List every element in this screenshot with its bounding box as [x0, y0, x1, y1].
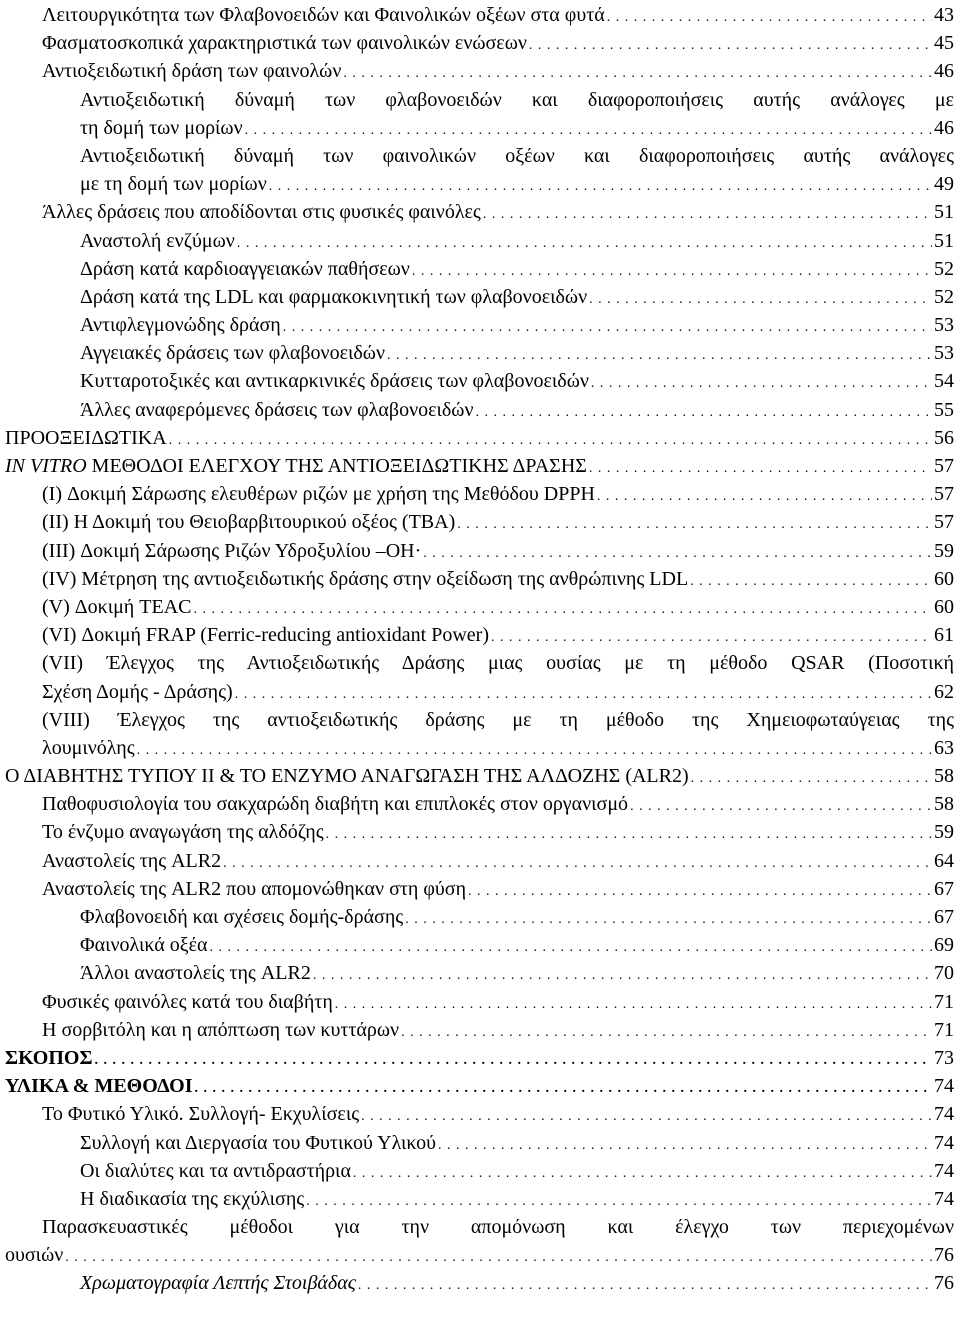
toc-entry[interactable] — [0, 283, 960, 311]
toc-entry-title: ΥΛΙΚΑ & ΜΕΘΟΔΟΙ — [5, 1075, 193, 1098]
toc-entry[interactable] — [0, 875, 960, 903]
dot-leader — [306, 1185, 932, 1213]
dot-leader — [335, 988, 932, 1016]
toc-entry[interactable] — [0, 29, 960, 57]
toc-entry-title-line2: τη δομή των μορίων . . . 46 — [0, 114, 960, 142]
toc-entry-page: 74 — [934, 1075, 954, 1098]
toc-entry-title: Το ένζυμο αναγωγάση της αλδόζης — [42, 821, 324, 844]
toc-entry[interactable] — [0, 1269, 960, 1297]
dot-leader — [95, 1044, 932, 1072]
toc-entry-page: 57 — [934, 511, 954, 534]
toc-entry[interactable] — [0, 1044, 960, 1072]
toc-entry-title: (IV) Μέτρηση της αντιοξειδωτικής δράσης στην οξείδωση της ανθρώπινης LDL — [42, 567, 689, 590]
toc-entry-title: ΣΚΟΠΟΣ — [5, 1046, 93, 1069]
toc-entry[interactable] — [0, 508, 960, 536]
toc-entry-title: IN VITRO ΜΕΘΟΔΟΙ ΕΛΕΓΧΟΥ ΤΗΣ ΑΝΤΙΟΞΕΙΔΩΤΙΚΗΣ ΔΡΑΣΗΣ — [5, 455, 587, 477]
toc-entry-title: Αγγειακές δράσεις των φλαβονοειδών — [80, 342, 386, 365]
toc-entry-title-line2: λουμινόλης . . . 63 — [0, 734, 960, 762]
toc-entry[interactable] — [0, 255, 960, 283]
dot-leader — [361, 1100, 932, 1128]
toc-entry[interactable] — [0, 621, 960, 649]
toc-entry-page: 58 — [934, 765, 954, 788]
toc-entry-title: Δράση κατά καρδιοαγγειακών παθήσεων — [80, 257, 410, 280]
toc-entry[interactable] — [0, 903, 960, 931]
toc-entry[interactable] — [0, 227, 960, 255]
toc-entry[interactable] — [0, 1, 960, 29]
dot-leader — [269, 170, 932, 198]
toc-entry-title-line1: (VIII) Έλεγχος της αντιοξειδωτικής δράσης με τη μέθοδο της Χημειοφωταύγειας της — [42, 708, 954, 731]
toc-entry-title-line2: με τη δομή των μορίων . . . 49 — [0, 170, 960, 198]
toc-entry-page: 70 — [934, 962, 954, 985]
dot-leader — [343, 57, 932, 85]
toc-entry[interactable] — [0, 396, 960, 424]
toc-entry-title: (III) Δοκιμή Σάρωσης Ριζών Υδροξυλίου –OH· — [42, 539, 422, 562]
toc-entry[interactable] — [0, 480, 960, 508]
toc-entry-page: 63 — [934, 736, 954, 759]
toc-entry-page: 59 — [934, 539, 954, 562]
toc-entry-title-line1: Αντιοξειδωτική δύναμή των φλαβονοειδών και διαφοροποιήσεις αυτής ανάλογες με — [80, 88, 954, 111]
toc-entry-page: 46 — [934, 60, 954, 83]
toc-entry-page: 58 — [934, 793, 954, 816]
dot-leader — [483, 198, 932, 226]
toc-entry-title-line2: ουσιών . . . 76 — [0, 1241, 960, 1269]
toc-entry-title: Η σορβιτόλη και η απόπτωση των κυττάρων — [42, 1018, 400, 1041]
toc-entry-page: 53 — [934, 342, 954, 365]
toc-entry-page: 56 — [934, 426, 954, 449]
toc-entry-page: 71 — [934, 990, 954, 1013]
toc-entry[interactable] — [0, 1016, 960, 1044]
dot-leader — [597, 480, 932, 508]
toc-entry[interactable] — [0, 818, 960, 846]
toc-entry-page: 49 — [934, 173, 954, 196]
toc-entry-title-line1: Αντιοξειδωτική δύναμή των φαινολικών οξέων και διαφοροποιήσεις αυτής ανάλογες — [80, 144, 954, 167]
dot-leader — [691, 762, 932, 790]
toc-entry[interactable] — [0, 988, 960, 1016]
dot-leader — [589, 283, 932, 311]
toc-entry[interactable] — [0, 339, 960, 367]
toc-entry-title: Χρωματογραφία Λεπτής Στοιβάδας — [80, 1272, 356, 1295]
toc-entry[interactable] — [0, 1129, 960, 1157]
toc-entry-page: 52 — [934, 285, 954, 308]
dot-leader — [491, 621, 932, 649]
toc-entry-page: 43 — [934, 4, 954, 26]
dot-leader — [401, 1016, 932, 1044]
toc-entry-title-line2: Σχέση Δομής - Δράσης) . . . 62 — [0, 678, 960, 706]
toc-entry-page: 54 — [934, 370, 954, 393]
toc-entry-title: Αντιοξειδωτική δράση των φαινολών — [42, 60, 342, 83]
toc-entry[interactable] — [0, 593, 960, 621]
dot-leader — [169, 424, 932, 452]
toc-entry-page: 60 — [934, 595, 954, 618]
toc-entry[interactable] — [0, 537, 960, 565]
toc-entry-page: 67 — [934, 877, 954, 900]
toc-entry[interactable] — [0, 931, 960, 959]
toc-entry-title: Άλλοι αναστολείς της ALR2 — [80, 962, 311, 985]
dot-leader — [313, 959, 932, 987]
toc-entry-page: 67 — [934, 906, 954, 928]
toc-entry-title: (II) Η Δοκιμή του Θειοβαρβιτουρικού οξέος (TBA) — [42, 511, 456, 534]
dot-leader — [210, 931, 932, 959]
dot-leader — [591, 367, 932, 395]
toc-entry-title: Φασματοσκοπικά χαρακτηριστικά των φαινολικών ενώσεων — [42, 32, 527, 55]
toc-entry-page: 60 — [934, 567, 954, 590]
dot-leader — [137, 734, 932, 762]
toc-entry-title: (V) Δοκιμή TEAC — [42, 595, 192, 618]
toc-entry-page: 55 — [934, 398, 954, 421]
dot-leader — [529, 29, 932, 57]
toc-entry-title: Άλλες δράσεις που αποδίδονται στις φυσικές φαινόλες — [42, 201, 481, 224]
toc-entry-title: Φαινολικά οξέα — [80, 934, 208, 957]
dot-leader — [607, 1, 932, 29]
toc-entry-title: Παθοφυσιολογία του σακχαρώδη διαβήτη και επιπλοκές στον οργανισμό — [42, 793, 629, 816]
dot-leader — [405, 903, 932, 931]
toc-entry[interactable] — [0, 706, 960, 762]
dot-leader — [223, 847, 932, 875]
toc-entry-page: 51 — [934, 229, 954, 252]
dot-leader — [476, 396, 932, 424]
toc-entry-title: Η διαδικασία της εκχύλισης — [80, 1187, 305, 1210]
dot-leader — [193, 593, 932, 621]
toc-entry-title: Συλλογή και Διεργασία του Φυτικού Υλικού — [80, 1131, 436, 1154]
toc-entry[interactable] — [0, 367, 960, 395]
toc-entry-title: Αναστολείς της ALR2 — [42, 849, 222, 872]
toc-entry-page: 45 — [934, 32, 954, 55]
toc-entry-title-line1: Παρασκευαστικές μέθοδοι για την απομόνωση και έλεγχο των περιεχομένων — [42, 1216, 954, 1239]
toc-entry[interactable] — [0, 1100, 960, 1128]
toc-entry-page: 69 — [934, 934, 954, 957]
dot-leader — [589, 452, 932, 480]
toc-entry-title: (VI) Δοκιμή FRAP (Ferric-reducing antioxidant Power) — [42, 624, 490, 647]
toc-entry-title: Αναστολείς της ALR2 που απομονώθηκαν στη φύση — [42, 877, 467, 900]
toc-entry[interactable] — [0, 959, 960, 987]
toc-entry[interactable] — [0, 790, 960, 818]
toc-entry-title: Το Φυτικό Υλικό. Συλλογή- Εκχυλίσεις — [42, 1103, 360, 1126]
dot-leader — [423, 537, 932, 565]
toc-entry[interactable] — [0, 847, 960, 875]
toc-entry-page: 62 — [934, 680, 954, 703]
toc-entry[interactable] — [0, 565, 960, 593]
toc-entry-title: ΠΡΟΟΞΕΙΔΩΤΙΚΑ — [5, 426, 167, 449]
toc-entry-page: 71 — [934, 1018, 954, 1041]
toc-entry[interactable] — [0, 762, 960, 790]
toc-entry-page: 57 — [934, 455, 954, 477]
toc-entry-page: 46 — [934, 116, 954, 139]
toc-entry-title: Αντιφλεγμονώδης δράση — [80, 314, 281, 337]
toc-entry-title: (I) Δοκιμή Σάρωσης ελευθέρων ριζών με χρήση της Μεθόδου DPPH — [42, 483, 595, 506]
dot-leader — [237, 227, 932, 255]
toc-entry[interactable] — [0, 57, 960, 85]
toc-entry[interactable] — [0, 1213, 960, 1269]
toc-entry[interactable] — [0, 1072, 960, 1100]
dot-leader — [438, 1129, 932, 1157]
toc-entry-title: Κυτταροτοξικές και αντικαρκινικές δράσεις των φλαβονοειδών — [80, 370, 589, 393]
toc-entry-page: 53 — [934, 314, 954, 337]
toc-entry-page: 74 — [934, 1187, 954, 1210]
toc-entry[interactable] — [0, 1157, 960, 1185]
toc-entry-page: 74 — [934, 1103, 954, 1126]
toc-entry-page: 64 — [934, 849, 954, 872]
toc-entry-page: 59 — [934, 821, 954, 844]
toc-entry-page: 74 — [934, 1131, 954, 1154]
toc-entry-page: 61 — [934, 624, 954, 647]
toc-entry[interactable] — [0, 452, 960, 480]
toc-entry[interactable] — [0, 649, 960, 705]
toc-entry-page: 76 — [934, 1272, 954, 1295]
toc-entry-page: 51 — [934, 201, 954, 224]
dot-leader — [65, 1241, 932, 1269]
toc-entry[interactable] — [0, 142, 960, 198]
toc-entry[interactable] — [0, 198, 960, 226]
dot-leader — [283, 311, 932, 339]
toc-entry-title: Αναστολή ενζύμων — [80, 229, 235, 252]
toc-entry-title: Φλαβονοειδή και σχέσεις δομής-δράσης — [80, 906, 404, 928]
dot-leader — [326, 818, 932, 846]
toc-entry-page: 74 — [934, 1159, 954, 1182]
dot-leader — [690, 565, 932, 593]
toc-entry[interactable] — [0, 424, 960, 452]
dot-leader — [468, 875, 932, 903]
dot-leader — [353, 1157, 932, 1185]
dot-leader — [235, 678, 932, 706]
toc-entry-title: Φυσικές φαινόλες κατά του διαβήτη — [42, 990, 333, 1013]
toc-entry-page: 57 — [934, 483, 954, 506]
toc-entry-title: Άλλες αναφερόμενες δράσεις των φλαβονοειδών — [80, 398, 474, 421]
dot-leader — [412, 255, 932, 283]
dot-leader — [457, 508, 932, 536]
toc-entry-title: Ο ΔΙΑΒΗΤΗΣ ΤΥΠΟΥ ΙΙ & ΤΟ ΕΝΖΥΜΟ ΑΝΑΓΩΓΑΣΗ ΤΗΣ ΑΛΔΟΖΗΣ (ALR2) — [5, 765, 689, 788]
dot-leader — [245, 114, 932, 142]
dot-leader — [195, 1072, 933, 1100]
dot-leader — [387, 339, 932, 367]
dot-leader — [630, 790, 932, 818]
dot-leader — [358, 1269, 932, 1297]
toc-entry-title: Λειτουργικότητα των Φλαβονοειδών και Φαινολικών οξέων στα φυτά — [42, 4, 605, 26]
toc-entry-title: Οι διαλύτες και τα αντιδραστήρια — [80, 1159, 351, 1182]
toc-entry-page: 73 — [934, 1046, 954, 1069]
toc-entry-title: Δράση κατά της LDL και φαρμακοκινητική των φλαβονοειδών — [80, 285, 588, 308]
toc-entry[interactable] — [0, 311, 960, 339]
toc-entry[interactable] — [0, 1185, 960, 1213]
toc-entry-page: 76 — [934, 1244, 954, 1267]
toc-entry-page: 52 — [934, 257, 954, 280]
toc-entry-title-line1: (VII) Έλεγχος της Αντιοξειδωτικής Δράσης μιας ουσίας με τη μέθοδο QSAR (Ποσοτική — [42, 652, 954, 675]
toc-entry[interactable] — [0, 86, 960, 142]
